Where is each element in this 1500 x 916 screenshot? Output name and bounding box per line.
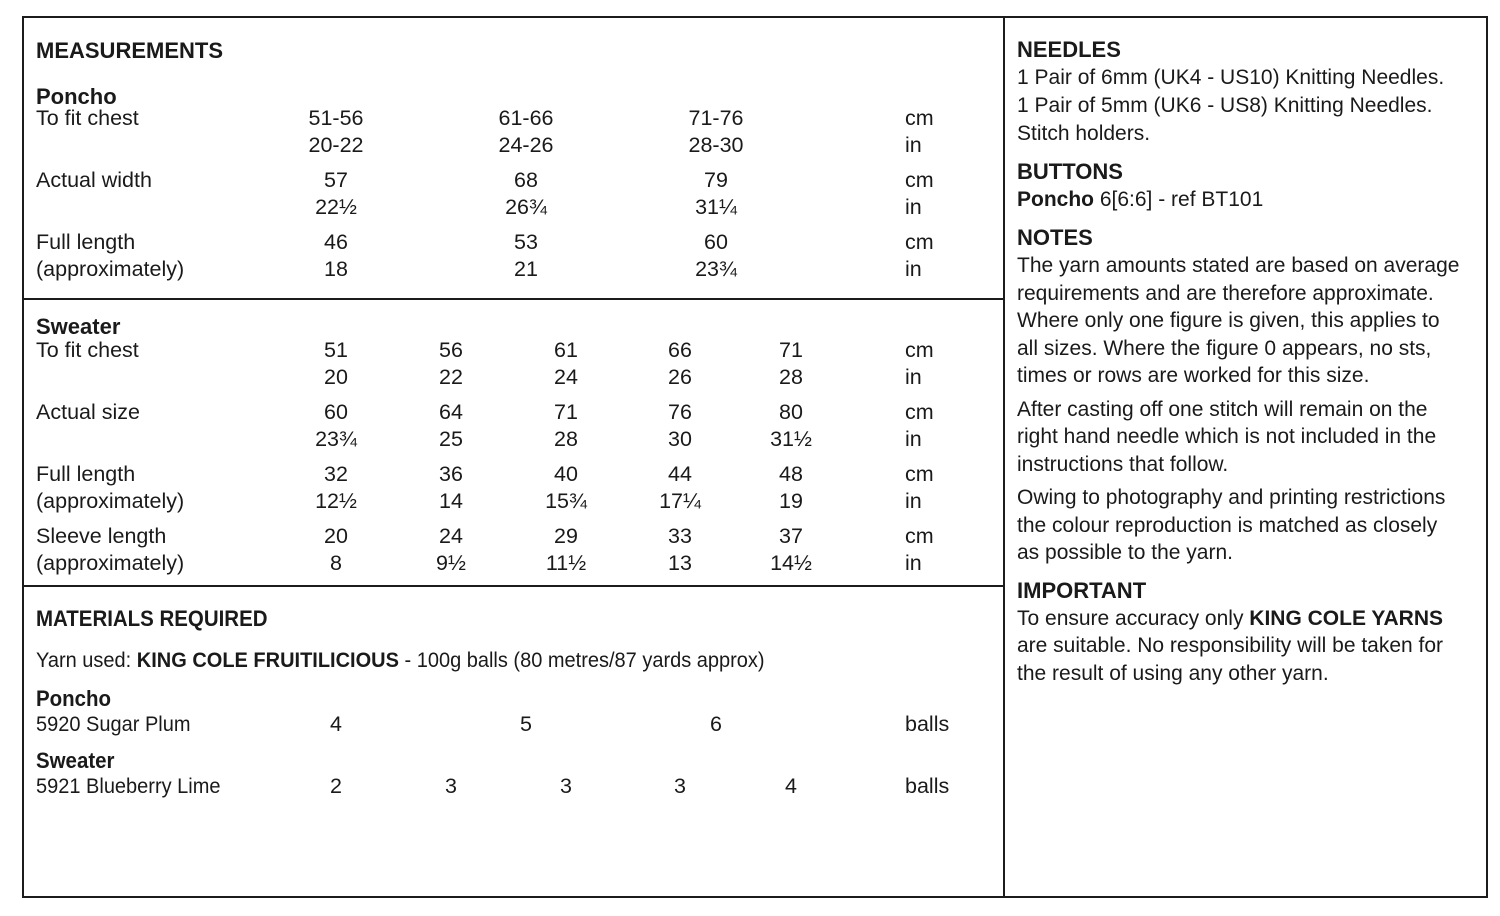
buttons-title: BUTTONS <box>1017 159 1123 184</box>
column-divider <box>1003 18 1005 896</box>
size-cell: 21 <box>514 257 538 281</box>
size-cell: 56 <box>439 338 463 362</box>
yarn-used-prefix: Yarn used: <box>36 648 137 672</box>
needles-line: 1 Pair of 5mm (UK6 - US8) Knitting Needles. <box>1017 94 1433 117</box>
size-cell: 14 <box>439 489 463 513</box>
size-cell: 17¼ <box>659 489 701 513</box>
size-cell: 26¾ <box>505 195 547 219</box>
unit-cell: cm <box>905 338 934 362</box>
size-cell: 46 <box>324 230 348 254</box>
notes-paragraph: The yarn amounts stated are based on average requirements and are therefore approximate. Where only one figure is given, this applies to all sizes. Where the figure 0 appears, no sts, times or rows are worked for this size. <box>1017 254 1460 387</box>
buttons-detail: 6[6:6] - ref BT101 <box>1094 188 1264 211</box>
important-brand-text: KING COLE YARNS <box>1249 606 1444 630</box>
size-cell: 36 <box>439 462 463 486</box>
ball-count-cell: 4 <box>330 712 342 736</box>
poncho-table-label: Poncho <box>36 84 117 109</box>
size-cell: 71 <box>779 338 803 362</box>
row-label: To fit chest <box>36 106 139 130</box>
size-cell: 66 <box>668 338 692 362</box>
unit-cell: in <box>905 133 922 157</box>
unit-cell: in <box>905 489 922 513</box>
size-cell: 64 <box>439 400 463 424</box>
ball-count-cell: 2 <box>330 774 342 798</box>
unit-cell: in <box>905 551 922 575</box>
size-cell: 29 <box>554 524 578 548</box>
table-row <box>24 427 1003 453</box>
table-row <box>24 365 1003 391</box>
size-cell: 26 <box>668 365 692 389</box>
unit-cell: balls <box>905 774 950 798</box>
notes-paragraph: Owing to photography and printing restrictions the colour reproduction is matched as closely as possible to the yarn. <box>1017 486 1446 564</box>
size-cell: 18 <box>324 257 348 281</box>
size-cell: 23¾ <box>315 427 357 451</box>
unit-cell: cm <box>905 524 934 548</box>
size-cell: 71-76 <box>688 106 744 130</box>
row-label: (approximately) <box>36 257 185 281</box>
size-cell: 44 <box>668 462 692 486</box>
size-cell: 71 <box>554 400 578 424</box>
table-row <box>24 551 1003 577</box>
size-cell: 14½ <box>770 551 812 575</box>
unit-cell: in <box>905 195 922 219</box>
section-divider <box>24 298 1003 300</box>
size-cell: 32 <box>324 462 348 486</box>
unit-cell: cm <box>905 230 934 254</box>
unit-cell: cm <box>905 168 934 192</box>
measurements-title: MEASUREMENTS <box>36 38 224 63</box>
size-cell: 30 <box>668 427 692 451</box>
notes-title: NOTES <box>1017 225 1093 250</box>
size-cell: 60 <box>704 230 728 254</box>
table-row <box>24 338 1003 364</box>
row-label: (approximately) <box>36 551 185 575</box>
size-cell: 28 <box>554 427 578 451</box>
unit-cell: in <box>905 365 922 389</box>
table-row <box>24 400 1003 426</box>
row-label: Sleeve length <box>36 524 167 548</box>
ball-count-cell: 3 <box>674 774 686 798</box>
size-cell: 13 <box>668 551 692 575</box>
important-title: IMPORTANT <box>1017 577 1147 603</box>
needles-line: Stitch holders. <box>1017 122 1151 145</box>
size-cell: 61-66 <box>498 106 554 130</box>
table-row <box>24 230 1003 256</box>
size-cell: 22 <box>439 365 463 389</box>
yarn-used-suffix: - 100g balls (80 metres/87 yards approx) <box>398 648 765 672</box>
size-cell: 37 <box>779 524 803 548</box>
size-cell: 20 <box>324 524 348 548</box>
size-cell: 24 <box>554 365 578 389</box>
size-cell: 28 <box>779 365 803 389</box>
size-cell: 8 <box>330 551 342 575</box>
materials-title <box>36 606 285 632</box>
size-cell: 28-30 <box>688 133 744 157</box>
materials-sweater-label: Sweater <box>36 748 115 773</box>
size-cell: 68 <box>514 168 538 192</box>
size-cell: 48 <box>779 462 803 486</box>
size-cell: 9½ <box>436 551 466 575</box>
yarn-name: KING COLE FRUITILICIOUS <box>136 648 399 672</box>
buttons-line <box>1017 186 1465 214</box>
yarn-item-label: 5921 Blueberry Lime <box>36 774 221 798</box>
table-row <box>24 106 1003 132</box>
size-cell: 24 <box>439 524 463 548</box>
needles-line: 1 Pair of 6mm (UK4 - US10) Knitting Needles. <box>1017 66 1445 89</box>
unit-cell: cm <box>905 400 934 424</box>
unit-cell: balls <box>905 712 950 736</box>
size-cell: 12½ <box>315 489 357 513</box>
row-label: Actual size <box>36 400 140 424</box>
size-cell: 24-26 <box>498 133 554 157</box>
ball-count-cell: 5 <box>520 712 532 736</box>
unit-cell: cm <box>905 106 934 130</box>
size-cell: 60 <box>324 400 348 424</box>
materials-row <box>24 712 1003 738</box>
important-paragraph: To ensure accuracy only KING COLE YARNS are suitable. No responsibility will be taken for the result of using any other yarn. <box>1017 606 1444 685</box>
row-label: (approximately) <box>36 489 185 513</box>
yarn-item-label: 5920 Sugar Plum <box>36 712 191 736</box>
size-cell: 25 <box>439 427 463 451</box>
yarn-used-text <box>36 648 765 673</box>
info-panel <box>1017 18 1465 687</box>
section-divider <box>24 585 1003 587</box>
buttons-garment-label: Poncho <box>1017 188 1094 211</box>
size-cell: 11½ <box>545 551 587 575</box>
table-row <box>24 195 1003 221</box>
ball-count-cell: 4 <box>785 774 797 798</box>
size-cell: 20 <box>324 365 348 389</box>
size-cell: 22½ <box>315 195 357 219</box>
size-cell: 53 <box>514 230 538 254</box>
materials-poncho-label: Poncho <box>36 686 112 711</box>
table-row <box>24 168 1003 194</box>
row-label: Actual width <box>36 168 152 192</box>
size-cell: 76 <box>668 400 692 424</box>
size-cell: 15¾ <box>545 489 587 513</box>
pattern-info-sheet <box>22 16 1488 898</box>
size-cell: 20-22 <box>308 133 364 157</box>
row-label: Full length <box>36 230 136 254</box>
size-cell: 61 <box>554 338 578 362</box>
unit-cell: in <box>905 427 922 451</box>
size-cell: 31¼ <box>695 195 737 219</box>
ball-count-cell: 6 <box>710 712 722 736</box>
unit-cell: cm <box>905 462 934 486</box>
table-row <box>24 524 1003 550</box>
sweater-table-label: Sweater <box>36 314 121 339</box>
size-cell: 40 <box>554 462 578 486</box>
ball-count-cell: 3 <box>445 774 457 798</box>
size-cell: 19 <box>779 489 803 513</box>
materials-row <box>24 774 1003 800</box>
table-row <box>24 133 1003 159</box>
size-cell: 79 <box>704 168 728 192</box>
size-cell: 51 <box>324 338 348 362</box>
table-row <box>24 489 1003 515</box>
size-cell: 23¾ <box>695 257 737 281</box>
ball-count-cell: 3 <box>560 774 572 798</box>
size-cell: 80 <box>779 400 803 424</box>
notes-paragraph: After casting off one stitch will remain on the right hand needle which is not included in the instructions that follow. <box>1017 397 1437 476</box>
row-label: To fit chest <box>36 338 139 362</box>
row-label: Full length <box>36 462 136 486</box>
size-cell: 57 <box>324 168 348 192</box>
size-cell: 51-56 <box>308 106 364 130</box>
table-row <box>24 257 1003 283</box>
materials-title-text: MATERIALS REQUIRED <box>36 606 268 631</box>
unit-cell: in <box>905 257 922 281</box>
yarn-used-line <box>24 648 1003 674</box>
size-cell: 31½ <box>770 427 812 451</box>
needles-title: NEEDLES <box>1017 37 1121 62</box>
table-row <box>24 462 1003 488</box>
size-cell: 33 <box>668 524 692 548</box>
